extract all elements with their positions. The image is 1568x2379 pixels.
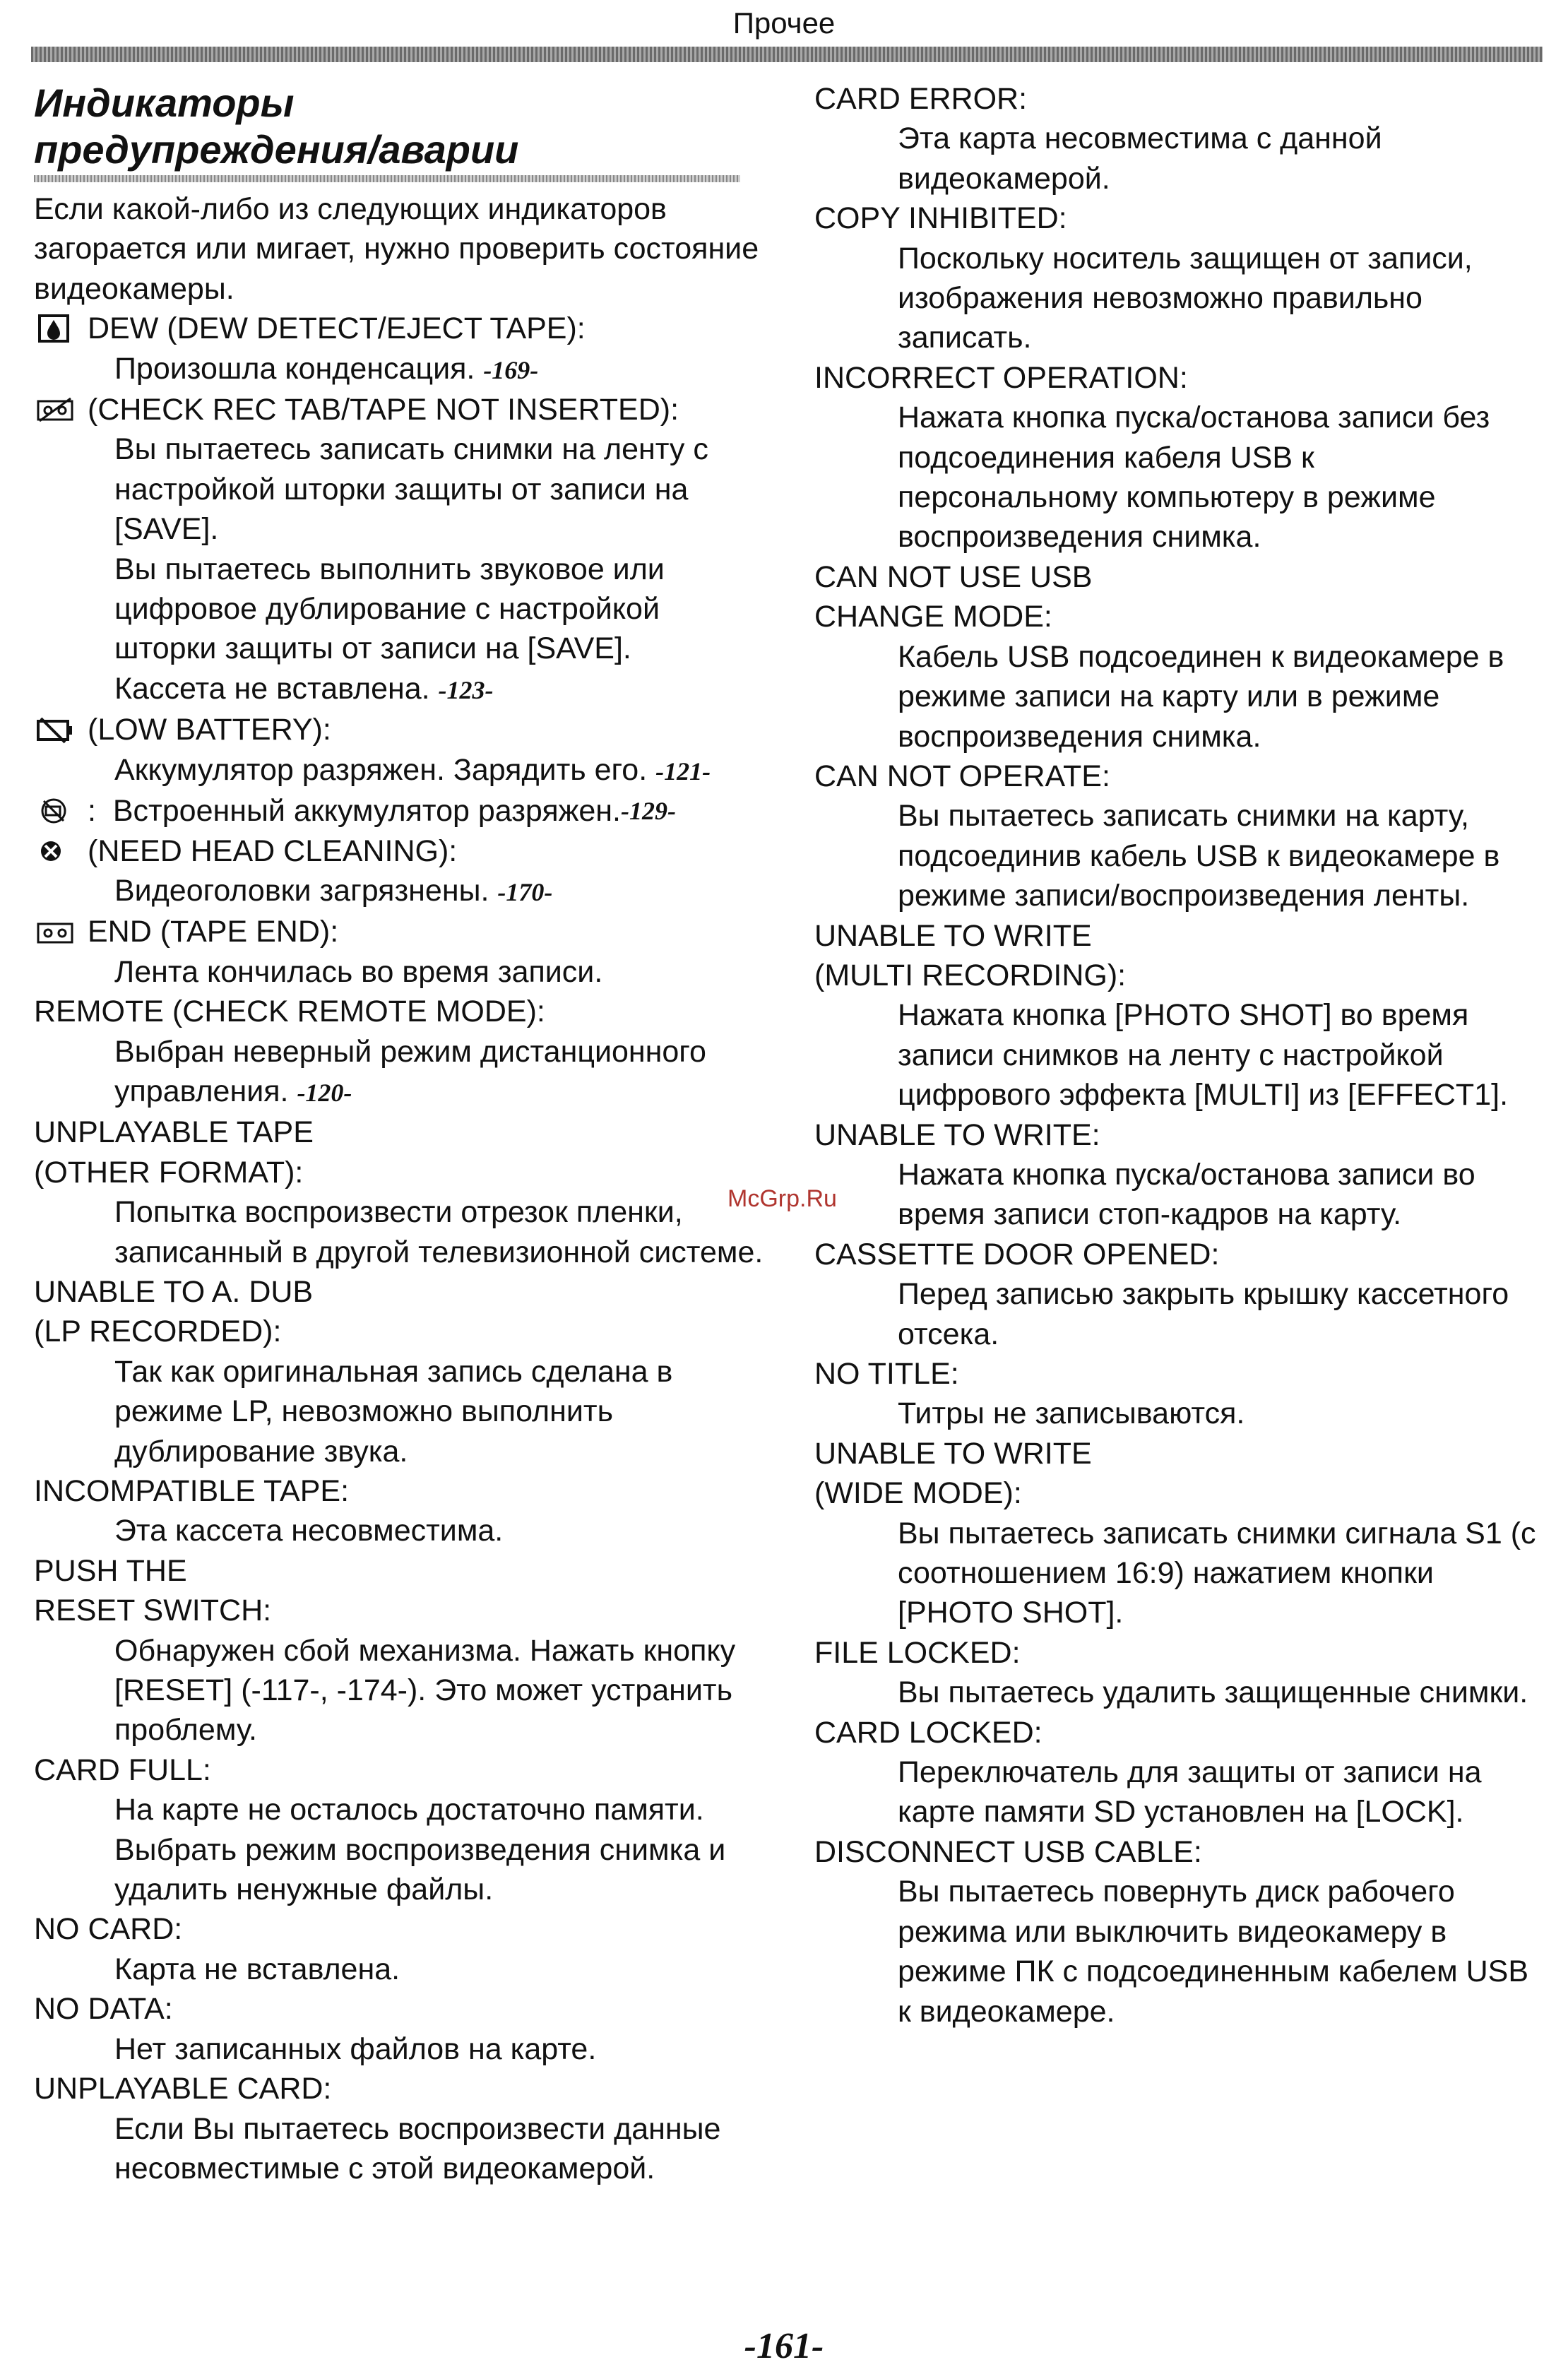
indicator-term: NO DATA: (34, 1992, 173, 2027)
indicator-description-paragraph (114, 550, 768, 669)
indicator-description: Эта кассета несовместима. (114, 1514, 504, 1548)
indicator-item (34, 992, 768, 1113)
indicator-term: CAN NOT OPERATE: (814, 759, 1110, 793)
indicator-description: Кабель USB подсоединен к видеокамере в режиме записи на карту или в режиме воспроизведения снимка. (898, 639, 1504, 754)
low-battery-icon (34, 715, 78, 744)
indicator-term-row (34, 1272, 768, 1312)
indicator-description: Вы пытаетесь удалить защищенные снимки. (898, 1675, 1528, 1710)
indicator-item (34, 1989, 768, 2069)
indicator-term-row (34, 1471, 768, 1511)
indicator-description: Вы пытаетесь записать снимки на карту, подсоединив кабель USB к видеокамере в режиме записи/воспроизведения ленты. (898, 799, 1500, 913)
indicator-description: Карта не вставлена. (114, 1952, 400, 1986)
indicator-description: Переключатель для защиты от записи на карте памяти SD установлен на [LOCK]. (898, 1755, 1482, 1829)
indicator-term: UNPLAYABLE TAPE (34, 1115, 314, 1150)
indicator-description-paragraph (114, 1032, 768, 1113)
indicator-term: INCOMPATIBLE TAPE: (34, 1474, 350, 1508)
indicator-description-paragraph (114, 750, 768, 791)
indicator-item (34, 912, 768, 992)
page-number: -161- (744, 2326, 824, 2366)
indicator-term: UNPLAYABLE CARD: (34, 2072, 332, 2106)
indicator-item (814, 757, 1542, 916)
indicator-term-row (34, 831, 768, 871)
indicator-description: Если Вы пытаетесь воспроизвести данные несовместимые с этой видеокамерой. (114, 2111, 721, 2185)
indicator-description-paragraph (114, 1790, 768, 1829)
intro-text: Если какой-либо из следующих индикаторов загорается или мигает, нужно проверить состояние видеокамеры. (34, 192, 759, 306)
indicator-term-continued: (OTHER FORMAT): (34, 1155, 304, 1190)
page-reference: -121- (655, 757, 711, 785)
indicator-item (34, 309, 768, 390)
indicator-term-continued: (LP RECORDED): (34, 1315, 282, 1349)
indicator-description: Нет записанных файлов на карте. (114, 2031, 597, 2066)
indicator-term: (CHECK REC TAB/TAPE NOT INSERTED): (88, 393, 679, 427)
indicator-description: Выбран неверный режим дистанционного управления. (114, 1034, 706, 1108)
indicator-description-paragraph (114, 2029, 768, 2069)
indicator-description-paragraph (114, 349, 768, 390)
indicator-item (814, 1115, 1542, 1235)
indicator-description: Так как оригинальная запись сделана в режиме LP, невозможно выполнить дублирование звука. (114, 1354, 673, 1469)
indicator-item (34, 390, 768, 710)
indicator-item (814, 358, 1542, 557)
indicator-term: COPY INHIBITED: (814, 201, 1067, 236)
indicator-item (34, 791, 768, 831)
indicator-description: Вы пытаетесь повернуть диск рабочего режима или выключить видеокамеру в режиме ПК с подсоединенным кабелем USB к видеокамере. (898, 1875, 1529, 2029)
indicator-term-continued: RESET SWITCH: (34, 1594, 272, 1628)
indicator-term-row (34, 1989, 768, 2029)
indicator-item (34, 1750, 768, 1910)
left-indicator-list (34, 309, 768, 2188)
indicator-term-row (34, 390, 768, 429)
indicator-term: CARD FULL: (34, 1752, 211, 1787)
right-indicator-list (814, 79, 1542, 2031)
indicator-term: (LOW BATTERY): (88, 713, 331, 747)
indicator-description: Обнаружен сбой механизма. Нажать кнопку [RESET] (-117-, -174-). Это может устранить проблему. (114, 1633, 736, 1748)
indicator-item (34, 831, 768, 913)
indicator-term: CARD LOCKED: (814, 1715, 1043, 1750)
indicator-item (814, 1633, 1542, 1713)
indicator-item (814, 1434, 1542, 1633)
tape-protect-icon (34, 395, 78, 425)
indicator-description: Произошла конденсация. (114, 351, 475, 386)
indicator-term: UNABLE TO WRITE: (814, 1117, 1100, 1152)
indicator-description: Нажата кнопка [PHOTO SHOT] во время записи снимков на ленту с настройкой цифрового эффекта [MULTI] из [EFFECT1]. (898, 998, 1509, 1113)
indicator-description: Видеоголовки загрязнены. (114, 873, 489, 908)
indicator-description: Титры не записываются. (898, 1396, 1245, 1431)
indicator-item (814, 916, 1542, 1115)
indicator-item (34, 1909, 768, 1989)
indicator-term-row (34, 309, 768, 348)
indicator-term-continued: (WIDE MODE): (814, 1476, 1022, 1511)
indicator-term-continued: CHANGE MODE: (814, 600, 1052, 634)
indicator-term: DISCONNECT USB CABLE: (814, 1834, 1202, 1869)
indicator-description-paragraph (114, 871, 768, 912)
indicator-item (34, 1551, 768, 1750)
section-title-rule (34, 175, 740, 182)
indicator-item (34, 2069, 768, 2188)
indicator-description: Поскольку носитель защищен от записи, изображения невозможно правильно записать. (898, 241, 1473, 355)
indicator-description-paragraph (114, 1631, 768, 1750)
section-title-line1: Индикаторы (34, 81, 295, 125)
built-in-battery-icon (34, 796, 78, 826)
indicator-description: Вы пытаетесь записать снимки сигнала S1 (с соотношением 16:9) нажатием кнопки [PHOTO SHOT]. (898, 1516, 1536, 1630)
indicator-description: Встроенный аккумулятор разряжен. (112, 794, 621, 829)
indicator-item (34, 1471, 768, 1551)
page-reference: -169- (483, 355, 539, 384)
indicator-description: Попытка воспроизвести отрезок пленки, записанный в другой телевизионной системе. (114, 1195, 764, 1269)
indicator-term: CASSETTE DOOR OPENED: (814, 1237, 1220, 1271)
indicator-description: Кассета не вставлена. (114, 671, 430, 706)
head-cleaning-icon (34, 836, 78, 866)
indicator-item (814, 557, 1542, 757)
indicator-term: PUSH THE (34, 1553, 187, 1588)
tape-end-icon (34, 918, 78, 947)
indicator-item (34, 1113, 768, 1272)
indicator-item (814, 1832, 1542, 2031)
indicator-term-row (34, 912, 768, 951)
indicator-term-row (34, 992, 768, 1031)
indicator-term: CARD ERROR: (814, 82, 1028, 116)
page-header: Прочее (732, 6, 836, 40)
indicator-term-row (34, 791, 768, 831)
indicator-description-paragraph (114, 429, 768, 549)
page-reference: -123- (438, 675, 494, 704)
indicator-term: UNABLE TO WRITE (814, 1436, 1092, 1471)
indicator-description-paragraph (114, 1950, 768, 1989)
indicator-term: REMOTE (CHECK REMOTE MODE): (34, 995, 545, 1029)
indicator-description: Вы пытаетесь записать снимки на ленту с настройкой шторки защиты от записи на [SAVE]. (114, 432, 708, 547)
indicator-description: Аккумулятор разряжен. Зарядить его. (114, 752, 648, 787)
indicator-description-paragraph (114, 669, 768, 710)
section-title-line2: предупреждения/аварии (34, 127, 519, 172)
indicator-item (814, 198, 1542, 358)
indicator-description: Выбрать режим воспроизведения снимка и удалить ненужные файлы. (114, 1832, 726, 1907)
indicator-term-row (34, 1113, 768, 1152)
indicator-item (814, 1713, 1542, 1832)
indicator-description: Лента кончилась во время записи. (114, 954, 603, 989)
indicator-term: DEW (DEW DETECT/EJECT TAPE): (88, 312, 586, 346)
indicator-term-row (34, 1909, 768, 1949)
page-reference: -129- (621, 797, 676, 826)
indicator-description-paragraph (114, 2109, 768, 2189)
indicator-description: Вы пытаетесь выполнить звуковое или цифровое дублирование с настройкой шторки защиты от записи на [SAVE]. (114, 552, 665, 666)
indicator-term-row (34, 1750, 768, 1790)
indicator-item (34, 710, 768, 791)
indicator-description: Перед записью закрыть крышку кассетного отсека. (898, 1277, 1509, 1351)
page-reference: -120- (297, 1078, 352, 1107)
indicator-term: UNABLE TO A. DUB (34, 1274, 314, 1309)
indicator-item (814, 1235, 1542, 1354)
watermark: McGrp.Ru (727, 1185, 837, 1212)
left-column (34, 79, 768, 2188)
indicator-item (814, 1354, 1542, 1434)
indicator-description-paragraph (114, 1192, 768, 1272)
indicator-term: CAN NOT USE USB (814, 559, 1093, 594)
indicator-item (34, 1272, 768, 1471)
indicator-term-row (34, 710, 768, 749)
indicator-term: NO TITLE: (814, 1357, 959, 1391)
header-rule (31, 47, 1543, 62)
indicator-term: END (TAPE END): (88, 915, 339, 949)
indicator-term: INCORRECT OPERATION: (814, 360, 1188, 395)
dew-icon (34, 314, 78, 343)
indicator-term: (NEED HEAD CLEANING): (88, 833, 458, 868)
indicator-description-paragraph (114, 1830, 768, 1910)
indicator-description-paragraph (114, 1511, 768, 1550)
indicator-description: Эта карта несовместима с данной видеокамерой. (898, 121, 1382, 196)
indicator-description-paragraph (114, 952, 768, 992)
indicator-item (814, 79, 1542, 198)
indicator-term: UNABLE TO WRITE (814, 918, 1092, 953)
indicator-description: Нажата кнопка пуска/останова записи без подсоединения кабеля USB к персональному компьютеру в режиме воспроизведения снимка. (898, 401, 1490, 554)
indicator-description-paragraph (114, 1352, 768, 1471)
indicator-term-row (34, 2069, 768, 2108)
indicator-term: NO CARD: (34, 1912, 183, 1947)
indicator-term-row (34, 1551, 768, 1591)
indicator-term: : (88, 794, 96, 829)
page-reference: -170- (497, 877, 553, 906)
indicator-description: Нажата кнопка пуска/останова записи во время записи стоп-кадров на карту. (898, 1157, 1475, 1232)
indicator-description: На карте не осталось достаточно памяти. (114, 1793, 704, 1827)
indicator-term: FILE LOCKED: (814, 1635, 1021, 1670)
indicator-term-continued: (MULTI RECORDING): (814, 958, 1127, 992)
right-column (814, 79, 1542, 2031)
